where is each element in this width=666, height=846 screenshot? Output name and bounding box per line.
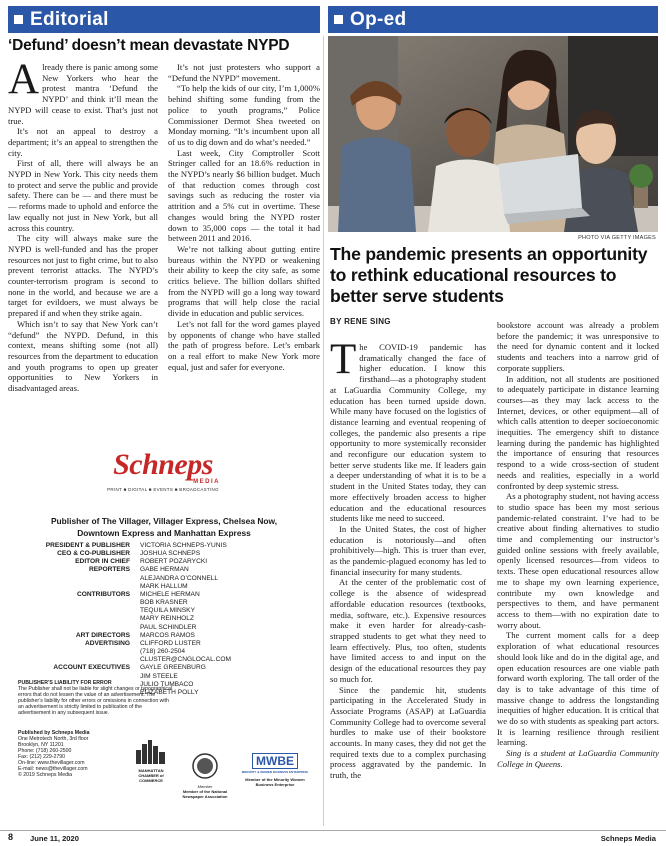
badge-caption: Member of the National Newspaper Association <box>182 788 228 799</box>
paragraph: As a photography student, not having access to studio space has been my most serious pandemic-related constraint. I’ve had to be creative about finding alternatives to studio time and complementing our instructor’s guided online sessions with freely available, openly licensed resources—from videos to texts. These open educational resources allow me to shape my own learning experience, contribute my own knowledge and perspectives to them, and have permanent access to them—with no expiration date to worry about. <box>497 491 659 630</box>
paragraph: Since the pandemic hit, students participating in the Accelerated Study in Associate Programs (ASAP) at LaGuardia Community College had to overcome several hurdles to make use of their bookstore accounts. In many cases, they did not get the required texts due to a complex purchasing process aggravated by the pandemic. In truth, the <box>330 684 486 781</box>
editorial-headline: ‘Defund’ doesn’t mean devastate NYPD <box>8 37 290 54</box>
paragraph: In addition, not all students are positioned to adequately participate in distance learning courses—as they may lack access to the Internet, devices, or other equipment—all of which calls attention to deeper socioeconomic inequities. The emergency shift to distance learning during the pandemic has highlighted the importance of ensuring that resources respond to a wide cross-section of student needs and realities, especially in a world confronted by deep systemic stress. <box>497 373 659 491</box>
staff-row <box>8 640 320 664</box>
oped-headline: The pandemic presents an opportunity to rethink educational resources to better serve students <box>330 244 648 306</box>
staff-name: GABE HERMAN <box>140 566 189 574</box>
staff-name: MICHELE HERMAN <box>140 590 200 598</box>
staff-names <box>140 558 320 566</box>
staff-names <box>140 640 320 664</box>
oped-column-2 <box>497 320 659 770</box>
staff-role: ACCOUNT EXECUTIVES <box>53 664 130 672</box>
footer-brand: Schneps Media <box>600 834 656 843</box>
mwbe-badge <box>240 752 310 787</box>
square-icon <box>334 15 343 24</box>
paragraph: It’s not just protesters who support a “Defund the NYPD” movement. <box>168 62 320 83</box>
address-line: Brooklyn, NY 11201 <box>18 742 64 748</box>
staff-role: EDITOR IN CHIEF <box>75 558 130 566</box>
staff-name: JIM STEELE <box>140 672 178 680</box>
staff-name: MARCOS RAMOS <box>140 631 195 639</box>
paragraph: First of all, there will always be an NYPD in New York. This city needs them to protect and serve the public and provide safety. There can be — and there must be — reforms made to uphold and enforce the law equally not just in New York, but all across this country. <box>8 158 158 233</box>
square-icon <box>14 15 23 24</box>
editorial-section-title: Editorial <box>30 9 109 30</box>
paragraph: In the United States, the cost of higher education is notoriously—and often prohibitively—high. This is truer than ever, as the pandemic-plagued economy has led to financial insecurity for many students. <box>330 523 486 577</box>
editorial-column-2 <box>168 62 320 372</box>
badge-line: COMMERCE <box>139 777 163 783</box>
page-number: 8 <box>8 832 14 842</box>
footer-rule <box>0 830 666 831</box>
publisher-line-1: Publisher of The Villager, Villager Express, Chelsea Now, <box>50 516 278 526</box>
staff-email[interactable]: CLUSTER@CNGLOCAL.COM <box>140 656 231 664</box>
author-tagline: Sing is a student at LaGuardia Community College in Queens. <box>497 748 659 769</box>
editorial-dropcap: A <box>8 56 40 103</box>
logo-subline: PRINT ■ DIGITAL ■ EVENTS ■ BROADCASTING <box>107 487 219 492</box>
staff-role: REPORTERS <box>88 566 130 574</box>
oped-column-1 <box>330 336 486 781</box>
masthead <box>8 440 320 838</box>
badge-line: CHAMBER of <box>138 772 164 778</box>
paragraph: he COVID-19 pandemic has dramatically changed the face of higher education. I know this firsthand—as a photography student at LaGuardia Community College, my education has been turned upside down. While many have focused on the logistics of distance learning and eventual reopening of colleges, the pandemic also presents a ripe opportunity to more systemically reconsider and reconfigure our education system to better serve students like me. If leaders gain a deeper understanding of what it is to be a student in the United States today, they can more effectively broaden access to higher education and the educational resources students like me need to succeed. <box>330 342 486 524</box>
staff-role: ADVERTISING <box>84 639 130 647</box>
students-image <box>328 36 658 232</box>
staff-names <box>140 566 320 590</box>
oped-banner <box>328 6 658 33</box>
paragraph: Last week, City Comptroller Scott Stringer called for an 18.6% reduction in the NYPD’s nearly $6 billion budget. Much of that reduction comes through cost savings such as reducing the roster via attrition and a 5% cut in overtime. These changes would bring the NYPD roster down to 35,000 cops — the total it had between 2011 and 2016. <box>168 147 320 244</box>
staff-name: ALEJANDRA O’CONNELL <box>140 574 219 582</box>
issue-date: June 11, 2020 <box>30 834 79 843</box>
staff-name: GAYLE GREENBURG <box>140 664 206 672</box>
publisher-of <box>8 515 320 539</box>
staff-name: MARK HALLUM <box>140 582 188 590</box>
staff-names <box>140 550 320 558</box>
oped-section-title: Op-ed <box>350 9 407 30</box>
students-photo <box>328 36 658 232</box>
paragraph: At the center of the problematic cost of college is the absence of widespread affordable education resources (textbooks, media, software, etc.). Expensive resources make it even harder for already-cash-strapped students to get what they need to learn effectively. Plus, too often, students have limited access to and input on the design of the educational resources they pay so much for. <box>330 577 486 684</box>
staff-row <box>8 558 320 566</box>
paragraph: “To help the kids of our city, I’m 1,000% behind shifting some funding from the police to youth programs,” Police Commissioner Dermot Shea tweeted on Monday morning. “It’s incumbent upon all of us to dig down and do what’s needed.” <box>168 83 320 147</box>
staff-name: PAUL SCHINDLER <box>140 623 197 631</box>
paragraph: We’re not talking about gutting entire bureaus within the NYPD or weakening their ability to keep the city safe, as some critics believe. The billion dollars shifted from the NYPD will go a long way toward programs that will help close the racial divide in education and public services. <box>168 243 320 319</box>
paragraph: It’s not an appeal to destroy a department; it’s an appeal to strengthen the city. <box>8 126 158 158</box>
staff-phone: (718) 260-2504 <box>140 648 186 656</box>
staff-name: JOSHUA SCHNEPS <box>140 550 201 558</box>
byline: BY RENE SING <box>330 317 391 326</box>
mwbe-sub: MINORITY & WOMEN BUSINESS ENTERPRISE <box>241 770 309 774</box>
schneps-logo <box>98 448 228 508</box>
logo-media: MEDIA <box>193 479 220 485</box>
staff-role: ART DIRECTORS <box>75 631 130 639</box>
chamber-of-commerce-badge <box>128 740 174 783</box>
badge-caption: Member of the Minority Women Business Enterprise <box>245 776 305 787</box>
badge-line: MANHATTAN <box>138 768 164 773</box>
logo-word: Schneps <box>113 448 213 481</box>
staff-row <box>8 542 320 550</box>
email-link[interactable]: E-mail: news@thevillager.com <box>18 766 88 772</box>
staff-name: VICTORIA SCHNEPS-YUNIS <box>140 542 227 549</box>
staff-role: CEO & CO-PUBLISHER <box>57 550 130 558</box>
liability-notice <box>18 680 173 717</box>
staff-row <box>8 591 320 632</box>
staff-row <box>8 632 320 640</box>
staff-box <box>8 542 320 697</box>
paragraph: lready there is panic among some New Yorkers who hear the protest mantra ‘Defund the NYPD’ and think it’ll mean the NYPD will cease to exist. That’s just not true. <box>8 62 158 126</box>
fax-line: Fax: (212) 229-2790 <box>18 754 66 760</box>
badge-top: Member <box>197 784 213 789</box>
staff-name: TEQUILA MINSKY <box>140 607 195 615</box>
oped-dropcap: T <box>330 336 357 383</box>
mwbe-logo: MWBE <box>252 753 298 769</box>
published-by <box>18 730 128 778</box>
phone-line: Phone: (718) 260-2500 <box>18 748 72 754</box>
published-by-title: Published by Schneps Media <box>18 730 90 736</box>
staff-row <box>8 550 320 558</box>
staff-name: MARY REINHOLZ <box>140 615 194 623</box>
staff-row <box>8 566 320 590</box>
editorial-banner <box>8 6 320 33</box>
address-line: One Metrotech North, 3rd floor <box>18 736 89 742</box>
staff-names <box>140 542 320 550</box>
photo-credit: PHOTO VIA GETTY IMAGES <box>578 235 656 241</box>
staff-name: CLIFFORD LUSTER <box>140 639 201 647</box>
paragraph: bookstore account was already a problem before the pandemic; it was unresponsive to the need for dynamic content and it locked students and teachers into a narrow grid of corporate suppliers. <box>497 320 659 373</box>
liability-title: PUBLISHER’S LIABILITY FOR ERROR <box>18 680 112 686</box>
paragraph: Which isn’t to say that New York can’t “defund” the NYPD. Defund, in this context, means shifting some (not all) resources from the department to education and youth programs to open up greater opportunities to New Yorkers in disadvantaged areas. <box>8 318 158 394</box>
staff-name: JULIO TUMBACO <box>140 680 194 688</box>
nna-member-badge <box>178 752 232 799</box>
website-link[interactable]: On-line: www.thevillager.com <box>18 760 85 766</box>
copyright: © 2019 Schneps Media <box>18 772 73 778</box>
staff-name: BOB KRASNER <box>140 599 188 607</box>
publisher-line-2: Downtown Express and Manhattan Express <box>77 528 251 538</box>
paragraph: The current moment calls for a deep exploration of what educational resources should look like and do in the digital age, and open education resources are one viable path forward worth exploring. The tall order of the day is to take advantage of this time of massive change to address the longstanding inequities of higher education. It is critical that we do so with students as speaking part actors. It is learning resilience through resilient learning. <box>497 630 659 748</box>
staff-name: ROBERT POZARYCKI <box>140 558 208 566</box>
skyline-icon <box>134 740 168 764</box>
seal-icon <box>191 752 219 780</box>
paragraph: Let’s not fall for the word games played by opponents of change who have stalled the path of progress before. Let’s embark on a real effort to make New York more equal, just and safer for everyone. <box>168 318 320 372</box>
staff-role: CONTRIBUTORS <box>77 590 130 598</box>
staff-names <box>140 632 320 640</box>
column-divider <box>323 36 324 826</box>
staff-name: ELIZABETH POLLY <box>140 688 199 696</box>
liability-text: The Publisher shall not be liable for slight changes or typographical errors that do not lessen the value of an advertisement. The publisher’s liability for other errors or omissions in connection with an advertisement is strictly limited to publication of the advertisement in any subsequent issue. <box>18 686 172 717</box>
staff-role: PRESIDENT & PUBLISHER <box>45 542 130 549</box>
paragraph: The city will always make sure the NYPD is well-funded and has the proper resources not just to fight crime, but to also prevent terrorist attacks. The NYPD’s counter-terrorism program is second to none in the world, and because we are a target for evildoers, we must always be prepared if and when they strike again. <box>8 233 158 319</box>
editorial-column-1 <box>8 56 158 394</box>
staff-names <box>140 591 320 632</box>
